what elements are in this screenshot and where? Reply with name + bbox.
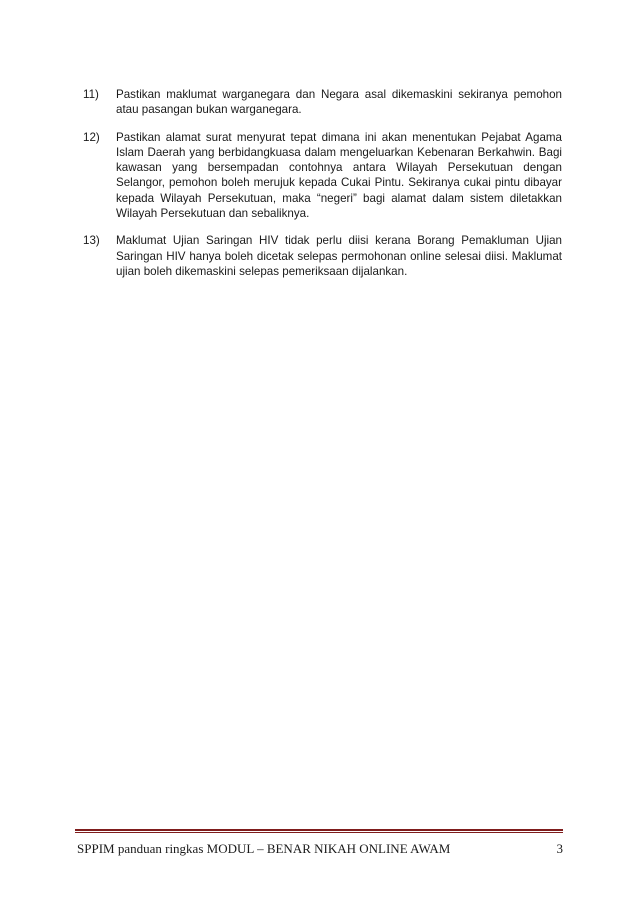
item-text: Maklumat Ujian Saringan HIV tidak perlu diisi kerana Borang Pemakluman Ujian Saringan HIV hanya boleh dicetak selepas permohonan online selesai diisi. Maklumat ujian boleh dikemaskini selepas pemeriksaan dijalankan.	[116, 234, 562, 278]
footer-title: SPPIM panduan ringkas MODUL – BENAR NIKAH ONLINE AWAM	[77, 841, 451, 856]
list-item-11	[83, 87, 562, 118]
page-footer	[77, 841, 563, 857]
list-item-13	[83, 233, 562, 279]
item-text: Pastikan alamat surat menyurat tepat dimana ini akan menentukan Pejabat Agama Islam Daerah yang berbidangkuasa dalam mengeluarkan Kebenaran Berkahwin. Bagi kawasan yang bersempadan contohnya antara Wilayah Persekutuan dengan Selangor, pemohon boleh merujuk kepada Cukai Pintu. Sekiranya cukai pintu dibayar kepada Wilayah Persekutuan, maka “negeri” bagi alamat dalam sistem diletakkan Wilayah Persekutuan dan sebaliknya.	[116, 130, 562, 221]
footer-divider	[75, 829, 563, 831]
page-number: 3	[556, 841, 563, 856]
item-number: 13)	[83, 234, 100, 248]
footer-divider-thin	[75, 832, 563, 833]
item-number: 12)	[83, 130, 100, 144]
list-item-12	[83, 130, 562, 222]
item-number: 11)	[83, 88, 99, 101]
instruction-list	[83, 87, 562, 291]
item-text: Pastikan maklumat warganegara dan Negara asal dikemaskini sekiranya pemohon atau pasangan bukan warganegara.	[116, 88, 562, 117]
